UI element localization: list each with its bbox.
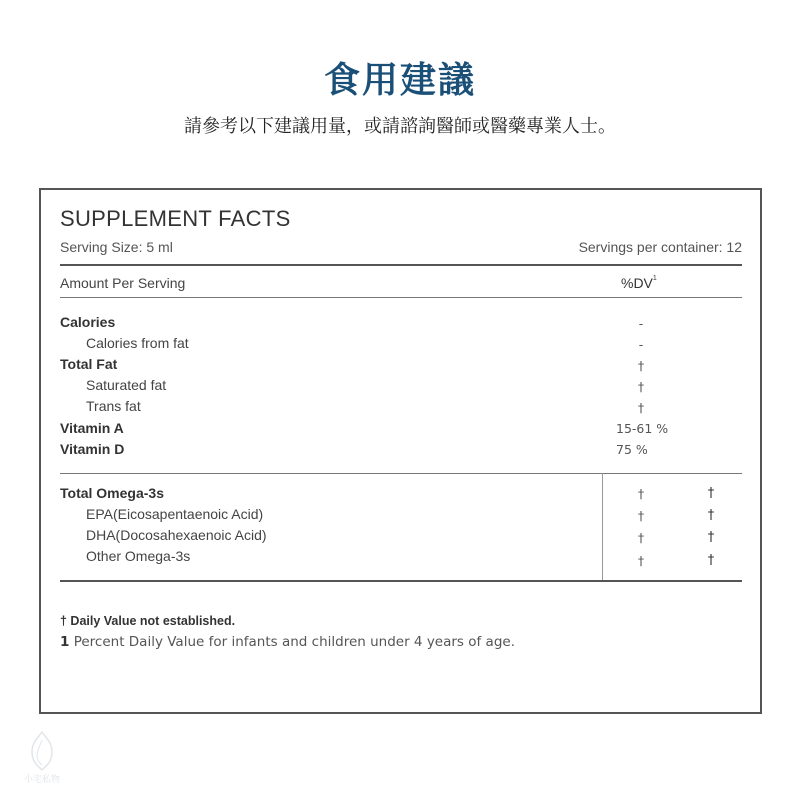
row-dv: † <box>637 530 645 545</box>
row-label: Vitamin D <box>60 441 125 457</box>
row-dv-child: † <box>707 553 715 568</box>
row-dv: † <box>637 358 645 373</box>
watermark-logo <box>20 730 64 786</box>
footnote-one: 1 Percent Daily Value for infants and children under 4 years of age. <box>60 634 515 650</box>
page-subtitle: 請參考以下建議用量，或請諮詢醫師或醫藥專業人士。 <box>184 116 616 137</box>
facts-heading: SUPPLEMENT FACTS <box>60 206 291 231</box>
row-dv-child: † <box>707 530 715 545</box>
row-label: EPA(Eicosapentaenoic Acid) <box>86 506 264 522</box>
row-label: Calories from fat <box>86 335 189 351</box>
row-label: Calories <box>60 314 116 330</box>
row-label: Total Omega-3s <box>60 485 164 501</box>
column-divider <box>602 473 603 580</box>
row-dv-child: † <box>707 486 715 501</box>
row-dv: † <box>637 508 645 523</box>
divider <box>60 473 742 474</box>
row-dv: 15-61 % <box>616 421 669 436</box>
row-dv: † <box>637 400 645 415</box>
watermark-text: 小宅私物 <box>23 775 61 785</box>
row-label: Trans fat <box>86 398 141 414</box>
vase-icon <box>20 730 64 786</box>
divider <box>60 264 742 266</box>
row-dv: 75 % <box>616 442 648 457</box>
row-label: DHA(Docosahexaenoic Acid) <box>86 527 267 543</box>
row-dv: † <box>637 379 645 394</box>
servings-per-container: Servings per container: 12 <box>578 239 742 255</box>
row-dv: † <box>637 486 645 501</box>
row-label: Other Omega-3s <box>86 548 191 564</box>
row-label: Vitamin A <box>60 420 124 436</box>
row-label: Total Fat <box>60 356 118 372</box>
row-label: Saturated fat <box>86 377 167 393</box>
amount-per-serving-label: Amount Per Serving <box>60 275 186 291</box>
dv-header: $\%DV^1$ <box>621 275 657 291</box>
divider <box>60 580 742 582</box>
footnote-dagger: † Daily Value not established. <box>60 614 236 628</box>
row-dv-child: † <box>707 508 715 523</box>
divider <box>60 297 742 298</box>
row-dv: - <box>638 316 644 331</box>
row-dv: - <box>638 337 644 352</box>
page-title: 食用建議 <box>323 60 476 101</box>
serving-size: Serving Size: 5 ml <box>60 239 173 255</box>
row-dv: † <box>637 553 645 568</box>
supplement-facts-panel <box>39 188 762 714</box>
